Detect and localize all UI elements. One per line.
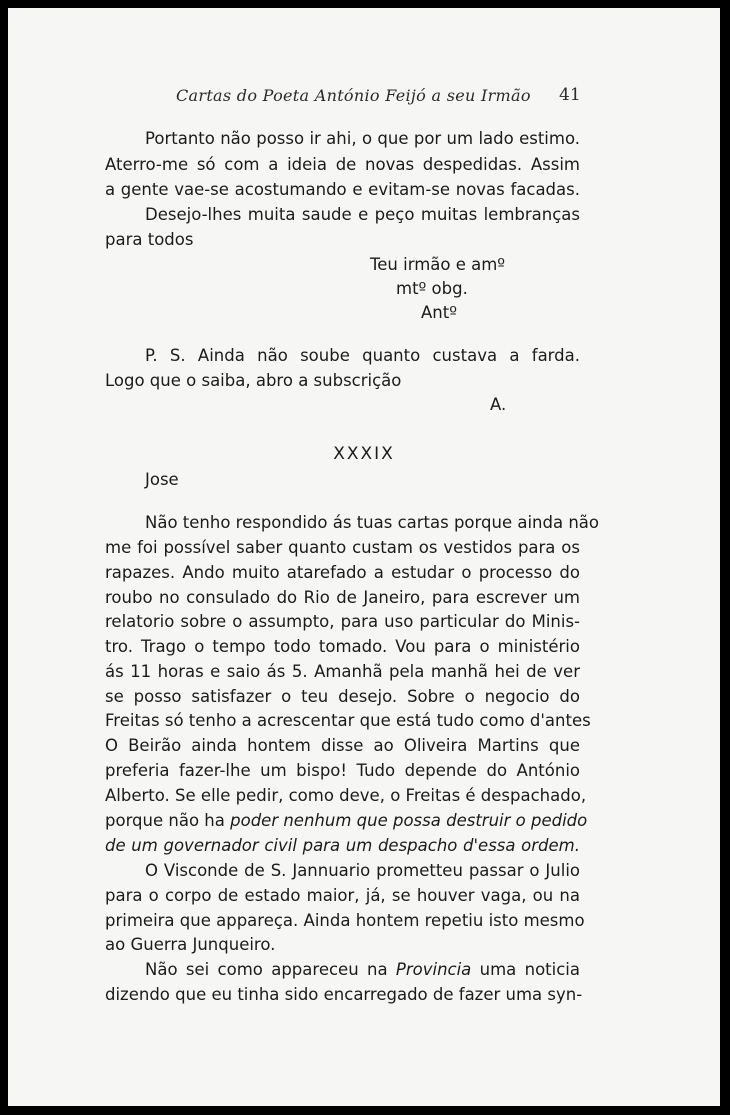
text-line: Não tenho respondido ás tuas cartas porque ainda não: [145, 513, 599, 532]
text-line: O Visconde de S. Jannuario prometteu passar o Julio: [145, 861, 580, 880]
postscript-signature: A.: [490, 395, 507, 414]
running-title: Cartas do Poeta António Feijó a seu Irmão: [176, 86, 531, 105]
page-number: 41: [559, 85, 581, 105]
text-line: relatorio sobre o assumpto, para uso particular do Minis-: [105, 612, 580, 631]
text-line: para todos: [105, 230, 194, 249]
postscript-line: Logo que o saiba, abro a subscrição: [105, 371, 402, 390]
text-line: Portanto não posso ir ahi, o que por um lado estimo.: [145, 129, 580, 148]
text-line: dizendo que eu tinha sido encarregado de fazer uma syn-: [105, 985, 583, 1004]
text-segment: Não sei como appareceu na: [145, 960, 396, 979]
text-line: rapazes. Ando muito atarefado a estudar o processo do: [105, 563, 580, 582]
salutation: Jose: [145, 470, 179, 489]
text-line: se posso satisfazer o teu desejo. Sobre o negocio do: [105, 687, 580, 706]
closing-line: mtº obg.: [396, 279, 468, 298]
letter-number-heading: XXXIX: [333, 444, 395, 464]
postscript-line: P. S. Ainda não soube quanto custava a farda.: [145, 346, 580, 365]
text-segment: porque não ha: [105, 811, 231, 830]
text-line: preferia fazer-lhe um bispo! Tudo depende do António: [105, 761, 580, 780]
book-page: [8, 8, 720, 1106]
text-line: ao Guerra Junqueiro.: [105, 935, 276, 954]
running-header: [8, 82, 720, 112]
text-line: Aterro-me só com a ideia de novas despedidas. Assim: [105, 155, 580, 174]
text-segment: uma noticia: [471, 960, 580, 979]
text-line: Alberto. Se elle pedir, como deve, o Freitas é despachado,: [105, 786, 587, 805]
text-line: tro. Trago o tempo todo tomado. Vou para o ministério: [105, 637, 580, 656]
text-line: Freitas só tenho a acrescentar que está tudo como d'antes: [105, 711, 591, 730]
text-line: ás 11 horas e saio ás 5. Amanhã pela manhã hei de ver: [105, 662, 580, 681]
text-line: para o corpo de estado maior, já, se houver vaga, ou na: [105, 886, 580, 905]
signature: Antº: [421, 303, 457, 322]
text-line: me foi possível saber quanto custam os vestidos para os: [105, 538, 580, 557]
italic-text: poder nenhum que possa destruir o pedido: [230, 811, 588, 830]
italic-text: Provincia: [395, 960, 472, 979]
italic-text-line: de um governador civil para um despacho d'essa ordem.: [105, 836, 580, 855]
text-line: Desejo-lhes muita saude e peço muitas lembranças: [145, 205, 580, 224]
text-line: primeira que appareça. Ainda hontem repetiu isto mesmo: [105, 911, 585, 930]
text-line: [145, 960, 580, 979]
text-line: roubo no consulado do Rio de Janeiro, para escrever um: [105, 588, 580, 607]
text-line: a gente vae-se acostumando e evitam-se novas facadas.: [105, 180, 580, 199]
text-line: [105, 811, 588, 830]
text-line: O Beirão ainda hontem disse ao Oliveira Martins que: [105, 736, 580, 755]
closing-line: Teu irmão e amº: [370, 255, 506, 274]
